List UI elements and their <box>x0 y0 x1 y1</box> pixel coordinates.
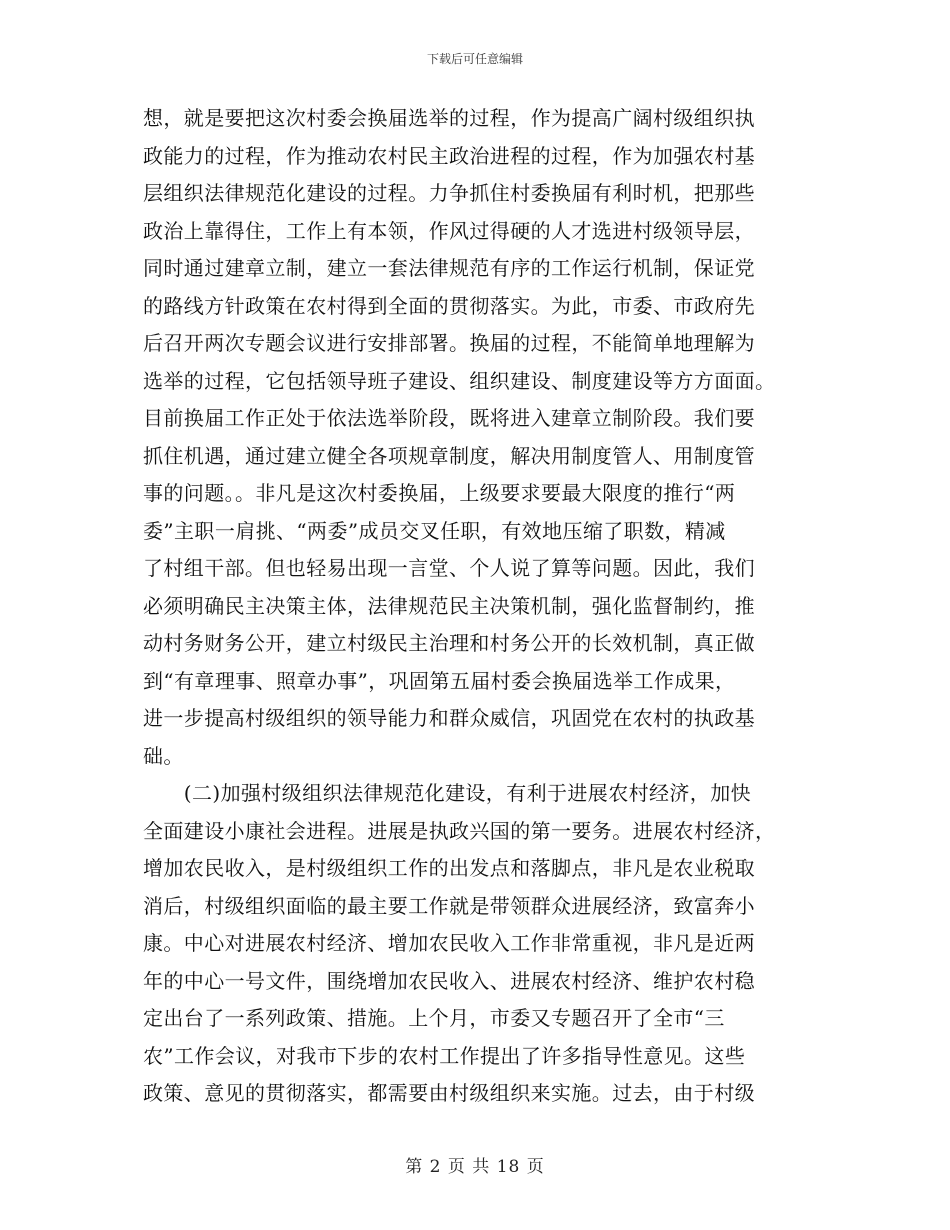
body-line: 政能力的过程，作为推动农村民主政治进程的过程，作为加强农村基 <box>143 143 755 168</box>
body-line: 政策、意见的贯彻落实，都需要由村级组织来实施。过去，由于村级 <box>143 1081 755 1105</box>
body-line: 目前换届工作正处于依法选举阶段，既将进入建章立制阶段。我们要 <box>143 406 755 430</box>
page-footer: 第 2 页 共 18 页 <box>405 1157 545 1177</box>
body-line: 康。中心对进展农村经济、增加农民收入工作非常重视，非凡是近两 <box>143 931 755 955</box>
body-line: 层组织法律规范化建设的过程。力争抓住村委换届有利时机，把那些 <box>143 181 755 205</box>
body-line: 全面建设小康社会进程。进展是执政兴国的第一要务。进展农村经济， <box>143 818 776 843</box>
body-line: 后召开两次专题会议进行安排部署。换届的过程，不能简单地理解为 <box>143 331 755 355</box>
body-line: 农”工作会议，对我市下步的农村工作提出了许多指导性意见。这些 <box>143 1043 746 1068</box>
body-line: 到“有章理事、照章办事”，巩固第五届村委会换届选举工作成果， <box>143 668 736 693</box>
body-line: 础。 <box>143 743 184 768</box>
body-line: 委”主职一肩挑、“两委”成员交叉任职，有效地压缩了职数，精减 <box>143 518 726 543</box>
body-line: 了村组干部。但也轻易出现一言堂、个人说了算等问题。因此，我们 <box>143 556 755 580</box>
body-line: 定出台了一系列政策、措施。上个月，市委又专题召开了全市“三 <box>143 1006 725 1030</box>
body-line: 事的问题。。非凡是这次村委换届，上级要求要最大限度的推行“两 <box>143 481 736 505</box>
document-body <box>143 100 808 1113</box>
body-line: 政治上靠得住，工作上有本领，作风过得硬的人才选进村级领导层， <box>143 218 755 243</box>
body-line: 选举的过程，它包括领导班子建设、组织建设、制度建设等方方面面。 <box>143 368 776 393</box>
body-line: 进一步提高村级组织的领导能力和群众威信，巩固党在农村的执政基 <box>143 706 755 730</box>
page-header: 下载后可任意编辑 <box>426 52 523 66</box>
body-line: 增加农民收入，是村级组织工作的出发点和落脚点，非凡是农业税取 <box>143 856 755 880</box>
body-line: 必须明确民主决策主体，法律规范民主决策机制，强化监督制约，推 <box>143 593 755 618</box>
body-line: 同时通过建章立制，建立一套法律规范有序的工作运行机制，保证党 <box>143 256 755 280</box>
body-line: 动村务财务公开，建立村级民主治理和村务公开的长效机制，真正做 <box>143 631 755 655</box>
body-line: 想，就是要把这次村委会换届选举的过程，作为提高广阔村级组织执 <box>143 106 755 130</box>
body-line: 抓住机遇，通过建立健全各项规章制度，解决用制度管人、用制度管 <box>143 443 755 468</box>
body-line: 的路线方针政策在农村得到全面的贯彻落实。为此，市委、市政府先 <box>143 293 755 318</box>
body-line: 消后，村级组织面临的最主要工作就是带领群众进展经济，致富奔小 <box>143 893 755 918</box>
body-line: (二)加强村级组织法律规范化建设，有利于进展农村经济，加快 <box>143 781 752 805</box>
body-line: 年的中心一号文件，围绕增加农民收入、进展农村经济、维护农村稳 <box>143 968 755 993</box>
